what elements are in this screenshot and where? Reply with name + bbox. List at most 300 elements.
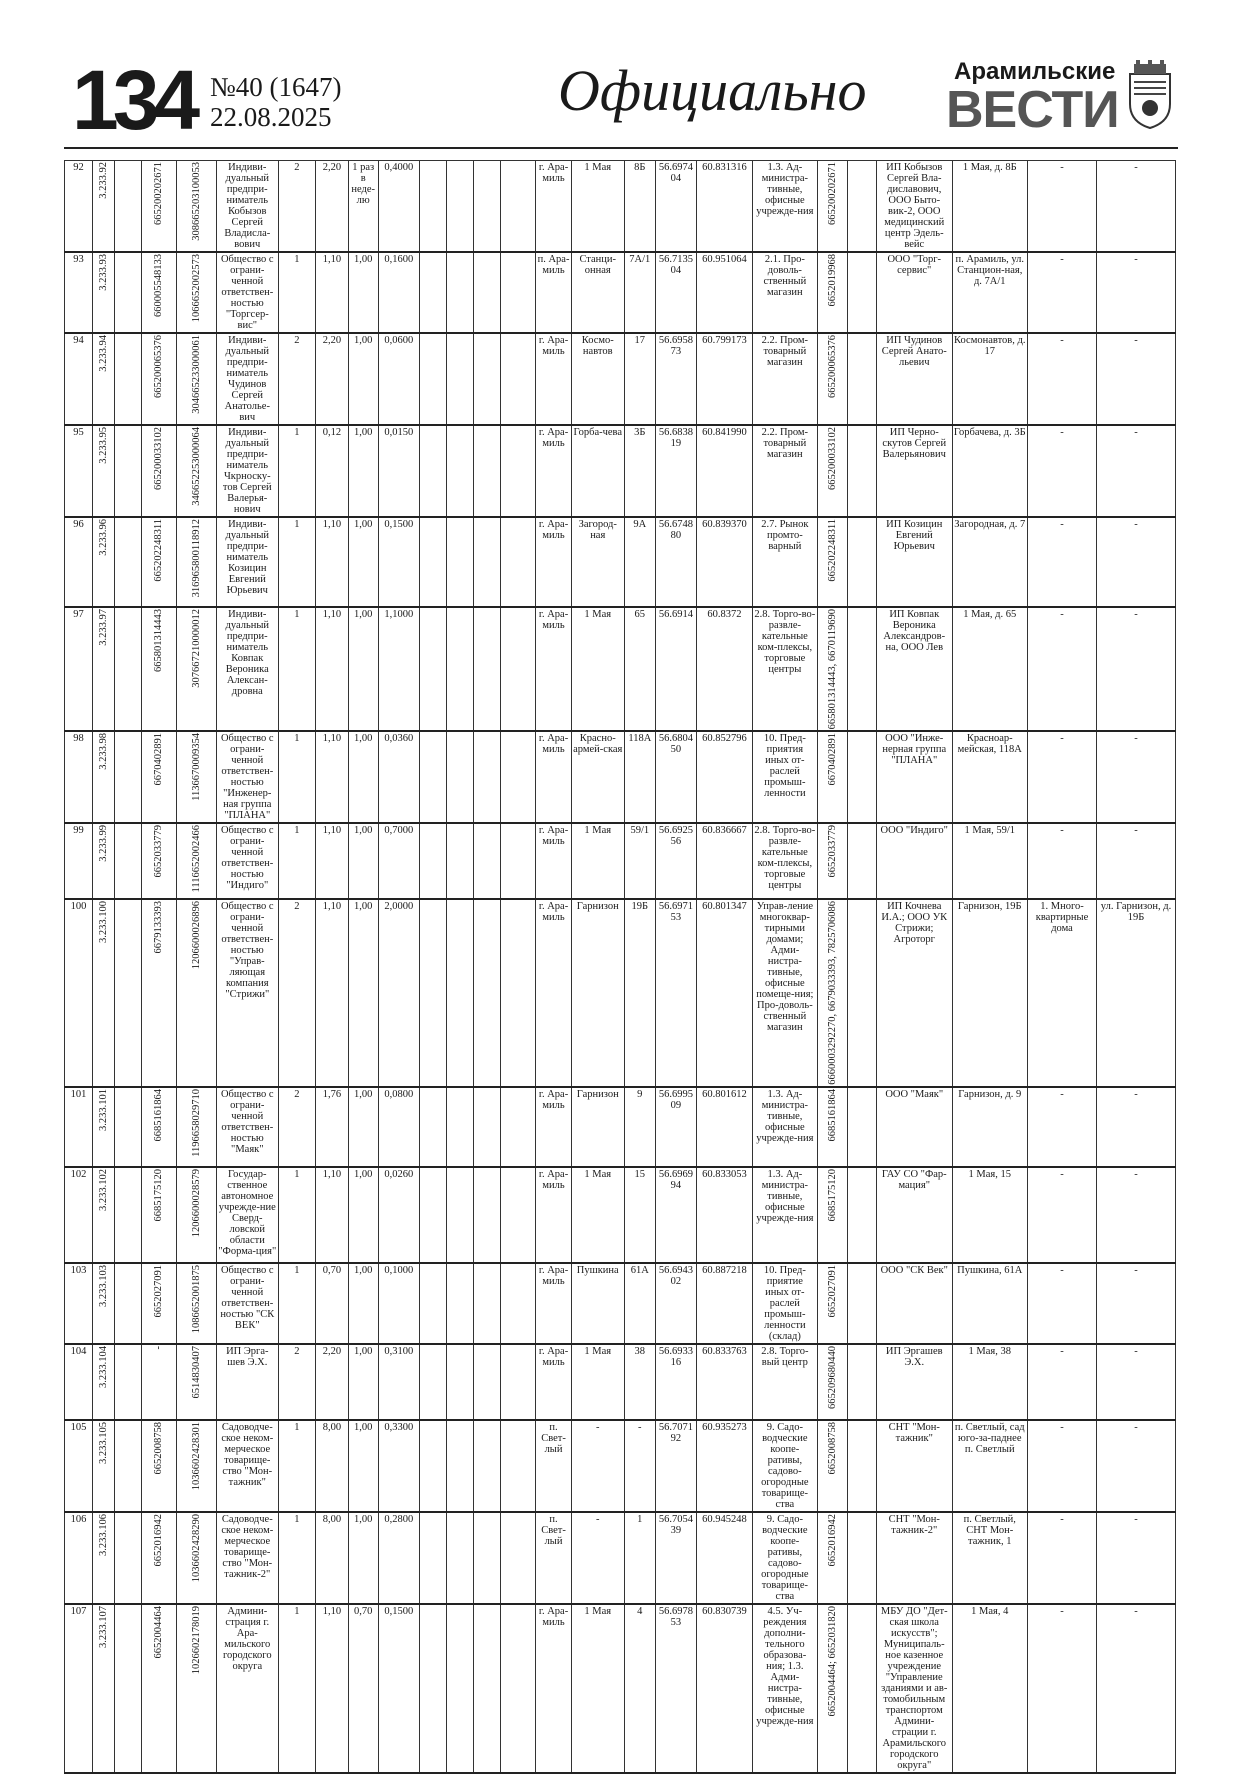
row-ogrn: 1086652001875 [191,1265,203,1334]
row-inn: - [153,1346,165,1350]
row-inn-source-wrap [819,254,846,307]
row-extra-2: - [1097,1512,1176,1604]
row-inn: 6685161864 [153,1089,165,1142]
row-inn: 660005548133 [153,254,165,317]
row-longitude: 60.8372 [696,607,752,731]
table-row [65,252,1176,333]
row-longitude: 60.935273 [696,1420,752,1512]
row-inn-source-cell [817,252,847,333]
row-street: Станци-онная [571,252,624,333]
row-code-wrap [94,335,113,372]
row-frequency: 1,00 [348,1512,378,1604]
row-longitude: 60.951064 [696,252,752,333]
row-inn-source: 6652019968 [826,254,838,307]
row-inn-wrap [143,335,176,398]
row-inn-wrap [143,1089,176,1142]
row-inn-source-wrap [819,519,846,582]
row-ogrn: 1026602178019 [191,1606,203,1675]
row-extra-2: - [1097,1167,1176,1263]
row-house: 19Б [624,899,655,1087]
empty-cell [473,1087,500,1167]
empty-cell [847,1263,876,1344]
row-inn-source: 665209680440 [826,1346,838,1410]
row-ogrn-cell [177,731,217,823]
row-extra-2: - [1097,1604,1176,1773]
empty-cell [446,1604,473,1773]
row-inn-source-cell [817,607,847,731]
row-extra-1: - [1028,1344,1097,1420]
row-ogrn-wrap [178,609,215,688]
empty-cell [500,1263,536,1344]
row-activity: 4.5. Уч-реждения дополни-тельного образова-ния; 1.3. Адми-нистра-тивные, офисные учрежде-ния [753,1604,818,1773]
row-ogrn: 1136670009354 [191,733,203,802]
row-quantity: 0,4000 [378,161,419,253]
row-inn-source: 6685161864 [826,1089,838,1142]
row-latitude: 56.707192 [655,1420,696,1512]
empty-cell [114,823,141,899]
row-code-wrap [94,1089,113,1131]
row-inn-source: 6670402891 [826,733,838,786]
row-extra-2: - [1097,1420,1176,1512]
row-ogrn-cell [177,161,217,253]
table-row [65,333,1176,425]
row-inn-source-cell [817,1167,847,1263]
row-extra-2: - [1097,1087,1176,1167]
row-inn-wrap [143,733,176,786]
row-number: 94 [65,333,93,425]
empty-cell [114,252,141,333]
row-code-cell [93,252,115,333]
row-source-address: 1 Мая, 38 [952,1344,1028,1420]
empty-cell [500,823,536,899]
row-extra-2: - [1097,1263,1176,1344]
row-containers: 1 [278,1263,316,1344]
row-quantity: 0,0150 [378,425,419,517]
table-row [65,823,1176,899]
row-number: 101 [65,1087,93,1167]
row-inn-source: 6652004464; 6652031820 [826,1606,838,1717]
row-waste-source: ООО "Индиго" [877,823,953,899]
row-latitude: 56.697153 [655,899,696,1087]
table-row [65,899,1176,1087]
row-extra-2: ул. Гарнизон, д. 19Б [1097,899,1176,1087]
row-volume: 1,76 [316,1087,348,1167]
row-ogrn-cell [177,1420,217,1512]
row-ogrn-cell [177,252,217,333]
row-waste-source: ИП Кочнева И.А.; ООО УК Стрижи; Агроторг [877,899,953,1087]
row-ogrn-cell [177,1263,217,1344]
row-code-cell [93,1604,115,1773]
row-waste-source: ГАУ СО "Фар-мация" [877,1167,953,1263]
row-code-cell [93,731,115,823]
row-containers: 1 [278,823,316,899]
row-inn-source-cell [817,1420,847,1512]
row-inn-source-wrap [819,825,846,878]
row-inn-wrap [143,1169,176,1222]
empty-cell [419,1512,446,1604]
row-frequency: 1,00 [348,731,378,823]
row-locality: п. Ара-миль [536,252,572,333]
page-header [0,0,1241,150]
row-inn-source: 665801314443, 6670119690 [826,609,838,730]
row-extra-2: - [1097,607,1176,731]
row-inn-source: 6652016942 [826,1514,838,1567]
row-waste-source: ИП Черно-скутов Сергей Валерьянович [877,425,953,517]
row-extra-2: - [1097,517,1176,607]
row-ogrn: 1036602428290 [191,1514,203,1583]
row-extra-2: - [1097,731,1176,823]
row-longitude: 60.887218 [696,1263,752,1344]
row-organization: Индиви-дуальный предпри-ниматель Козицин Евгений Юрьевич [217,517,278,607]
empty-cell [446,607,473,731]
row-longitude: 60.852796 [696,731,752,823]
row-inn-wrap [143,609,176,672]
row-inn-cell [141,1512,177,1604]
row-inn-wrap [143,1265,176,1318]
row-source-address: п. Светлый, СНТ Мон-тажник, 1 [952,1512,1028,1604]
row-inn-source-wrap [819,1169,846,1222]
row-inn-source: 665202248311 [826,519,838,582]
empty-cell [500,731,536,823]
row-number: 107 [65,1604,93,1773]
row-inn-source-wrap [819,1265,846,1318]
empty-cell [419,161,446,253]
row-inn-source-wrap [819,335,846,398]
row-organization: Садоводче-ское неком-мерческое товарище-ство "Мон-тажник-2" [217,1512,278,1604]
row-inn-cell [141,899,177,1087]
row-quantity: 1,1000 [378,607,419,731]
row-inn: 665200033102 [153,427,165,490]
row-inn: 665801314443 [153,609,165,672]
row-inn-source-wrap [819,1514,846,1567]
row-extra-1: - [1028,1512,1097,1604]
row-source-address: Горбачева, д. 3Б [952,425,1028,517]
issue-number: №40 (1647) [210,72,342,102]
empty-cell [847,731,876,823]
row-source-address: п. Светлый, сад юго-за-паднее п. Светлый [952,1420,1028,1512]
empty-cell [446,823,473,899]
row-activity: 1.3. Ад-министра-тивные, офисные учрежде-ния [753,1167,818,1263]
row-quantity: 0,3100 [378,1344,419,1420]
row-source-address: 1 Мая, 4 [952,1604,1028,1773]
row-inn-source: 665200033102 [826,427,838,490]
row-inn-source-cell [817,899,847,1087]
row-volume: 0,12 [316,425,348,517]
row-waste-source: ООО "СК Век" [877,1263,953,1344]
empty-cell [500,899,536,1087]
row-ogrn: 1116652002466 [191,825,203,893]
row-longitude: 60.836667 [696,823,752,899]
row-extra-1: - [1028,1167,1097,1263]
row-number: 102 [65,1167,93,1263]
row-frequency: 1,00 [348,823,378,899]
row-street: 1 Мая [571,1167,624,1263]
row-latitude: 56.680450 [655,731,696,823]
empty-cell [419,607,446,731]
empty-cell [114,1512,141,1604]
row-activity: 2.8. Торго-во-развле-кательные ком-плексы, торговые центры [753,823,818,899]
row-ogrn: 1036602428301 [191,1422,203,1491]
empty-cell [500,161,536,253]
row-extra-1: - [1028,333,1097,425]
row-organization: Индиви-дуальный предпри-ниматель Чкрноску-тов Сергей Валерья-нович [217,425,278,517]
row-number: 105 [65,1420,93,1512]
row-inn-source-wrap [819,1346,846,1409]
row-volume: 1,10 [316,823,348,899]
row-inn: 665200065376 [153,335,165,398]
empty-cell [500,1512,536,1604]
row-containers: 2 [278,161,316,253]
row-code-cell [93,517,115,607]
row-inn-source: 6652027091 [826,1265,838,1318]
row-waste-source: ИП Чудинов Сергей Анато-льевич [877,333,953,425]
row-locality: г. Ара-миль [536,823,572,899]
empty-cell [500,1604,536,1773]
empty-cell [419,252,446,333]
row-inn-source-cell [817,1263,847,1344]
empty-cell [847,161,876,253]
empty-cell [473,1420,500,1512]
row-street: 1 Мая [571,1344,624,1420]
row-number: 99 [65,823,93,899]
row-code-cell [93,1263,115,1344]
row-ogrn-cell [177,1167,217,1263]
row-code: 3.233.96 [97,519,109,556]
row-inn-wrap [143,427,176,490]
empty-cell [473,1344,500,1420]
row-house: 65 [624,607,655,731]
row-inn-cell [141,823,177,899]
row-inn-source-cell [817,1087,847,1167]
row-activity: 9. Садо-водческие коопе-ративы, садово-огородные товарище-ства [753,1512,818,1604]
row-activity: 10. Пред-приятия иных от-раслей промыш-ленности [753,731,818,823]
row-source-address: Гарнизон, д. 9 [952,1087,1028,1167]
row-code-wrap [94,162,113,199]
empty-cell [847,899,876,1087]
row-inn-cell [141,1167,177,1263]
row-source-address: Гарнизон, 19Б [952,899,1028,1087]
empty-cell [473,425,500,517]
row-containers: 1 [278,1512,316,1604]
row-number: 92 [65,161,93,253]
empty-cell [500,1344,536,1420]
empty-cell [473,1604,500,1773]
row-longitude: 60.839370 [696,517,752,607]
row-extra-1: - [1028,1087,1097,1167]
row-code-wrap [94,519,113,556]
empty-cell [847,517,876,607]
empty-cell [473,823,500,899]
row-number: 100 [65,899,93,1087]
row-containers: 2 [278,899,316,1087]
row-extra-1: - [1028,517,1097,607]
row-volume: 2,20 [316,1344,348,1420]
empty-cell [847,1167,876,1263]
row-quantity: 0,2800 [378,1512,419,1604]
empty-cell [473,1167,500,1263]
page-number: 134 [72,53,195,147]
row-quantity: 0,1600 [378,252,419,333]
row-inn-source-cell [817,731,847,823]
row-house: 17 [624,333,655,425]
row-longitude: 60.945248 [696,1512,752,1604]
row-code-cell [93,1087,115,1167]
row-quantity: 0,0800 [378,1087,419,1167]
row-source-address: Космонавтов, д. 17 [952,333,1028,425]
table-row [65,1087,1176,1167]
row-code-wrap [94,1514,113,1556]
empty-cell [500,1087,536,1167]
row-house: 61А [624,1263,655,1344]
row-ogrn-wrap [178,901,215,969]
row-ogrn: 307667210000012 [191,609,203,688]
empty-cell [419,731,446,823]
row-ogrn-wrap [178,1514,215,1582]
row-code-cell [93,823,115,899]
empty-cell [114,1087,141,1167]
row-longitude: 60.799173 [696,333,752,425]
row-activity: 2.2. Пром-товарный магазин [753,425,818,517]
row-code-wrap [94,825,113,862]
row-latitude: 56.694302 [655,1263,696,1344]
empty-cell [500,252,536,333]
row-quantity: 2,0000 [378,899,419,1087]
empty-cell [473,899,500,1087]
empty-cell [847,1512,876,1604]
row-code: 3.233.93 [97,254,109,291]
empty-cell [446,1420,473,1512]
row-street: - [571,1420,624,1512]
row-locality: г. Ара-миль [536,517,572,607]
empty-cell [446,161,473,253]
row-inn-cell [141,252,177,333]
row-inn-wrap [143,1606,176,1659]
row-code-wrap [94,1606,113,1648]
row-house: 3Б [624,425,655,517]
row-code-wrap [94,901,113,943]
row-street: 1 Мая [571,161,624,253]
row-ogrn-wrap [178,825,215,892]
row-street: Гарнизон [571,899,624,1087]
empty-cell [114,425,141,517]
row-code: 3.233.106 [97,1514,109,1557]
row-inn: 6685175120 [153,1169,165,1222]
row-organization: Общество с ограни-ченной ответствен-ностью "Торгсер-вис" [217,252,278,333]
row-inn-source-wrap [819,1089,846,1142]
row-ogrn-cell [177,333,217,425]
row-code: 3.233.104 [97,1346,109,1389]
row-code: 3.233.102 [97,1169,109,1212]
row-inn: 665200202671 [153,162,165,225]
empty-cell [419,1420,446,1512]
row-activity: 2.7. Рынок промто-варный [753,517,818,607]
row-ogrn-cell [177,517,217,607]
row-inn-source-wrap [819,1606,846,1717]
row-house: 9 [624,1087,655,1167]
table-row [65,425,1176,517]
row-inn-cell [141,1087,177,1167]
row-frequency: 1 раз в неде-лю [348,161,378,253]
table-row [65,731,1176,823]
row-code-cell [93,333,115,425]
row-volume: 0,70 [316,1263,348,1344]
row-quantity: 0,1500 [378,1604,419,1773]
empty-cell [473,161,500,253]
empty-cell [114,731,141,823]
row-inn-source: 6685175120 [826,1169,838,1222]
row-code: 3.233.94 [97,335,109,372]
row-ogrn-cell [177,607,217,731]
row-waste-source: ИП Кобызов Сергей Вла-диславович, ООО Быто-вик-2, ООО медицинский центр Эдель-вейс [877,161,953,253]
row-extra-2: - [1097,1344,1176,1420]
row-volume: 2,20 [316,333,348,425]
empty-cell [446,1263,473,1344]
row-volume: 1,10 [316,1167,348,1263]
row-inn-wrap [143,162,176,225]
row-house: 38 [624,1344,655,1420]
row-organization: Общество с ограни-ченной ответствен-ностью "Маяк" [217,1087,278,1167]
row-extra-1: - [1028,607,1097,731]
empty-cell [446,425,473,517]
row-street: 1 Мая [571,1604,624,1773]
row-extra-1: - [1028,161,1097,253]
row-house: 7А/1 [624,252,655,333]
row-house: 1 [624,1512,655,1604]
empty-cell [419,823,446,899]
row-frequency: 1,00 [348,333,378,425]
row-inn-cell [141,731,177,823]
row-ogrn-wrap [178,519,215,597]
row-organization: Государ-ственное автономное учрежде-ние Сверд-ловской области "Форма-ция" [217,1167,278,1263]
row-waste-source: ИП Ковпак Вероника Александров-на, ООО Лев [877,607,953,731]
row-code-cell [93,1344,115,1420]
row-street: Красно-армей-ская [571,731,624,823]
empty-cell [419,1263,446,1344]
empty-cell [114,1167,141,1263]
row-number: 98 [65,731,93,823]
row-activity: 10. Пред-приятие иных от-раслей промыш-ленности (склад) [753,1263,818,1344]
row-inn-source-cell [817,1344,847,1420]
row-ogrn: 346652253000064 [191,427,203,506]
row-code-cell [93,607,115,731]
row-inn-wrap [143,901,176,954]
row-number: 106 [65,1512,93,1604]
row-activity: 2.8. Торго-во-развле-кательные ком-плексы, торговые центры [753,607,818,731]
row-inn: 6670402891 [153,733,165,786]
row-frequency: 1,00 [348,425,378,517]
row-house: 8Б [624,161,655,253]
row-inn-source-wrap [819,901,846,1085]
empty-cell [419,1167,446,1263]
empty-cell [114,1604,141,1773]
row-number: 97 [65,607,93,731]
row-ogrn: 308665203100053 [191,162,203,241]
empty-cell [419,1087,446,1167]
row-ogrn-cell [177,425,217,517]
row-organization: Общество с ограни-ченной ответствен-ностью "Управ-ляющая компания "Стрижи" [217,899,278,1087]
empty-cell [473,517,500,607]
row-street: 1 Мая [571,823,624,899]
row-longitude: 60.841990 [696,425,752,517]
row-latitude: 56.693316 [655,1344,696,1420]
row-containers: 1 [278,607,316,731]
empty-cell [500,1420,536,1512]
row-ogrn: 1206600026896 [191,901,203,970]
row-code: 3.233.99 [97,825,109,863]
row-source-address: Пушкина, 61А [952,1263,1028,1344]
row-extra-1: - [1028,1263,1097,1344]
row-source-address: Загородная, д. 7 [952,517,1028,607]
